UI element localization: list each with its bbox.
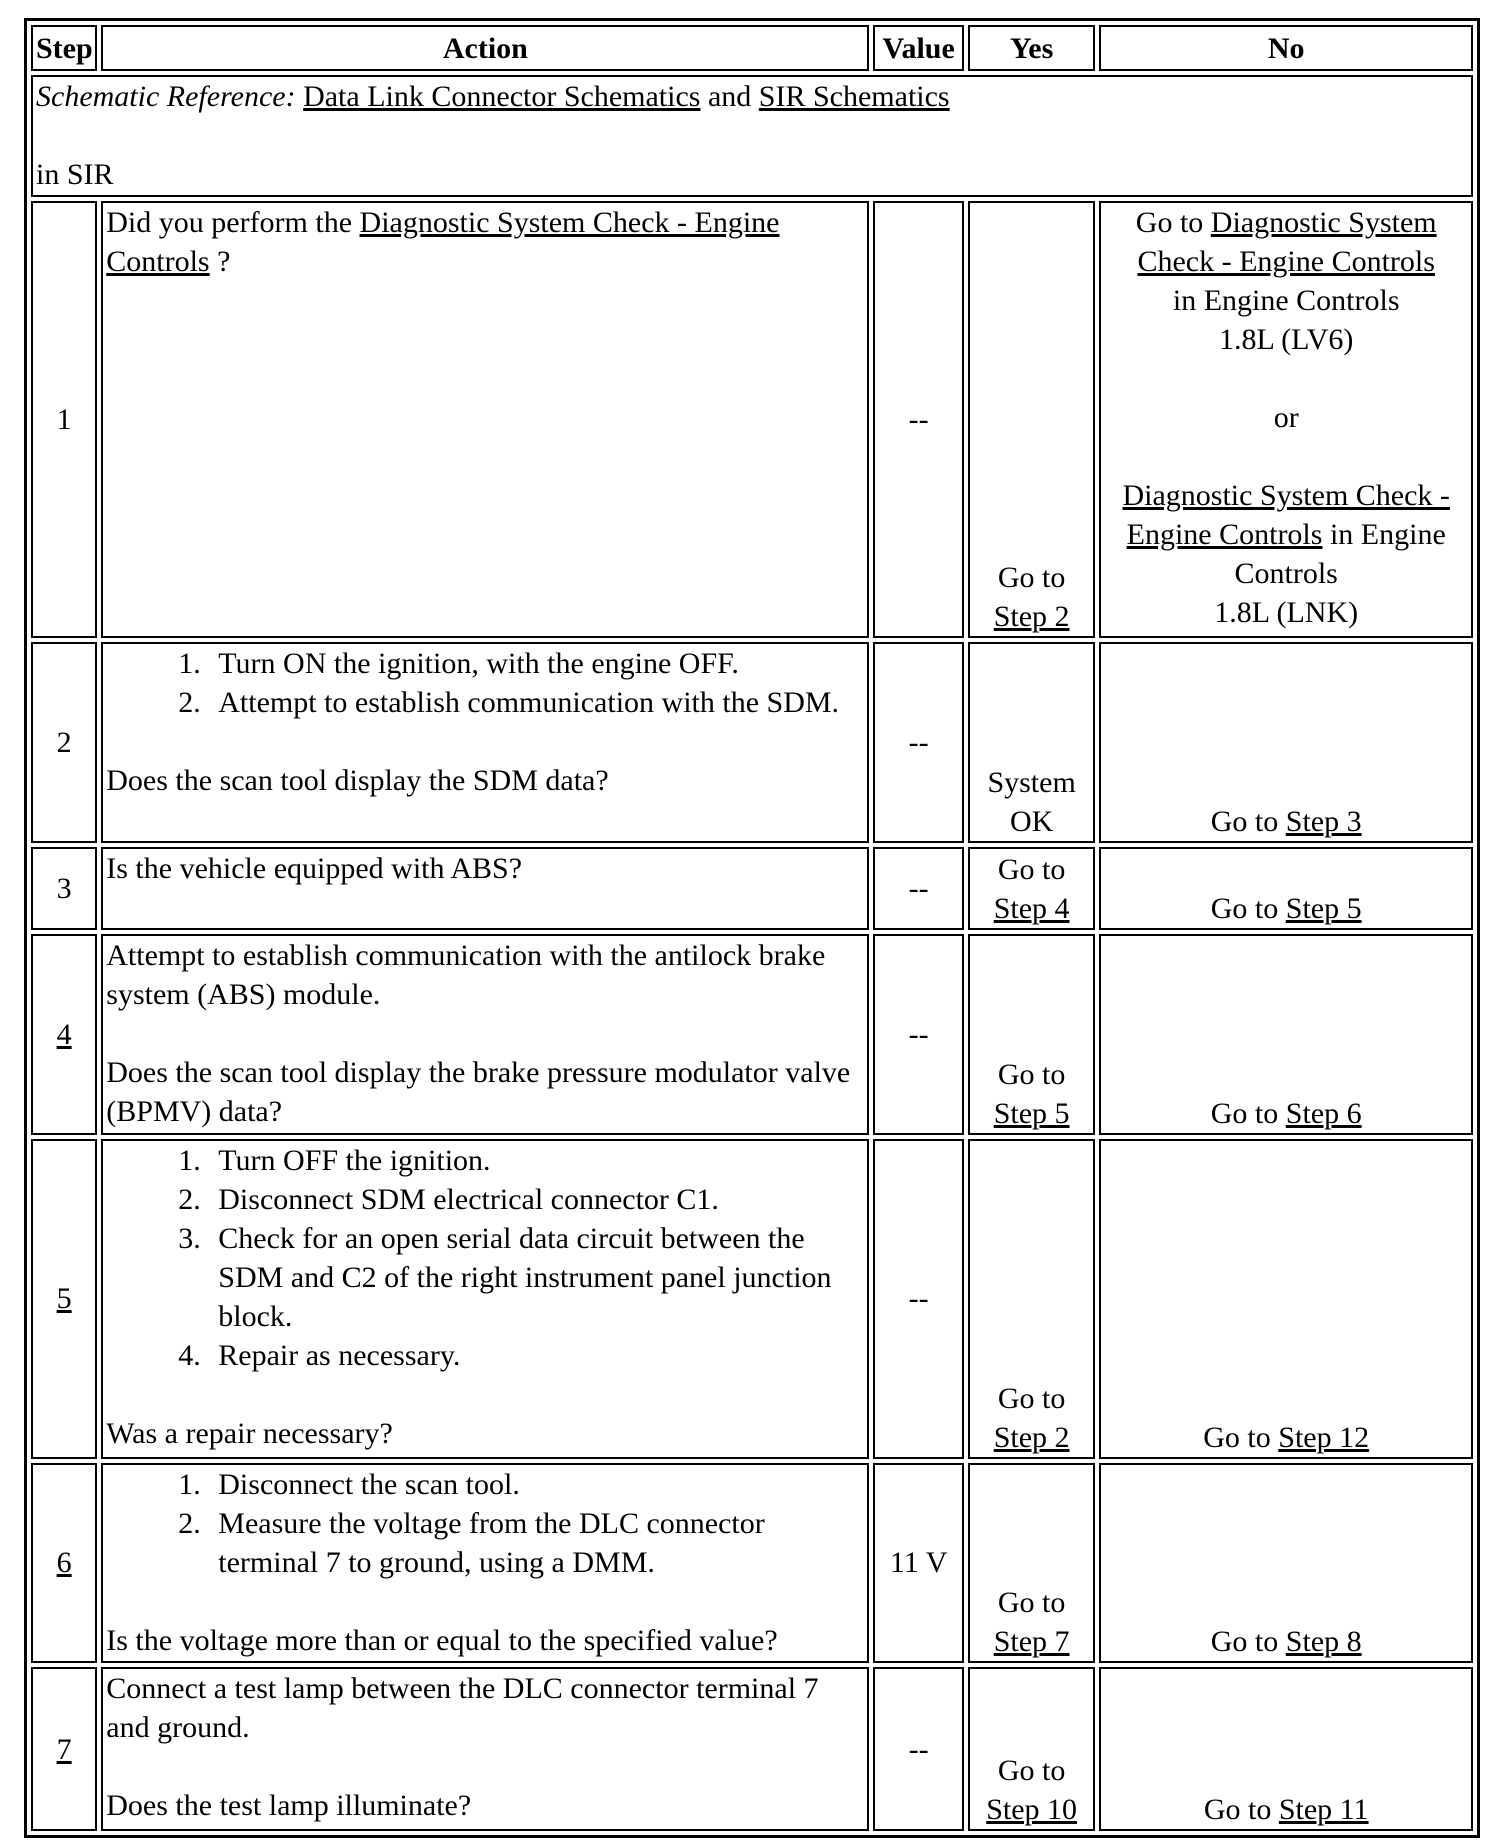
- link-diagnostic-system-check-lv6[interactable]: Diagnostic System Check - Engine Controls: [1137, 205, 1437, 278]
- action-steps-list: [106, 1141, 864, 1375]
- value-cell: --: [873, 642, 963, 843]
- action-text-end: ?: [209, 244, 231, 278]
- list-item: 4. Repair as necessary.: [208, 1336, 864, 1375]
- yes-cell: [968, 1463, 1096, 1664]
- no-cell: [1099, 1463, 1473, 1664]
- no-text: Go to: [1210, 892, 1286, 926]
- list-item: 2. Measure the voltage from the DLC connector terminal 7 to ground, using a DMM.: [208, 1504, 864, 1582]
- yes-cell: [968, 201, 1096, 639]
- action-steps-list: [106, 1465, 864, 1582]
- value-cell: --: [873, 1667, 963, 1831]
- value-cell: --: [873, 1139, 963, 1458]
- link-step-5[interactable]: Step 5: [993, 1097, 1070, 1131]
- table-row-step-2: [31, 642, 1473, 843]
- list-item: 2. Disconnect SDM electrical connector C1.: [208, 1180, 864, 1219]
- action-question: Does the scan tool display the SDM data?: [106, 764, 609, 798]
- list-item: 3. Check for an open serial data circuit between the SDM and C2 of the right instrument panel junction block.: [208, 1219, 864, 1336]
- no-text-engine-controls: in Engine Controls: [1172, 283, 1400, 317]
- link-step-2[interactable]: Step 2: [993, 600, 1070, 634]
- no-cell: [1099, 934, 1473, 1135]
- no-cell: [1099, 201, 1473, 639]
- yes-cell: [968, 847, 1096, 930]
- list-item: 1. Turn OFF the ignition.: [208, 1141, 864, 1180]
- action-question: Is the vehicle equipped with ABS?: [106, 852, 523, 886]
- yes-text: Go to: [997, 561, 1066, 595]
- step-number: 1: [31, 201, 97, 639]
- no-text-or: or: [1273, 400, 1299, 434]
- no-text-lnk: 1.8L (LNK): [1214, 595, 1359, 629]
- no-text: Go to: [1210, 1625, 1286, 1659]
- value-cell: 11 V: [873, 1463, 963, 1664]
- action-cell: [101, 642, 869, 843]
- link-diagnostic-system-check[interactable]: Diagnostic System Check - Engine Controls: [106, 205, 780, 278]
- value-cell: --: [873, 201, 963, 639]
- action-steps-list: [106, 644, 864, 722]
- yes-text: Go to: [997, 1586, 1066, 1620]
- yes-text: Go to: [997, 853, 1066, 887]
- link-step-10[interactable]: Step 10: [986, 1793, 1078, 1826]
- header-value: Value: [873, 25, 963, 71]
- step-link-4[interactable]: 4: [56, 1018, 72, 1052]
- action-cell: [101, 1463, 869, 1664]
- link-step-4[interactable]: Step 4: [993, 892, 1070, 926]
- action-question: Does the scan tool display the brake pressure modulator valve (BPMV) data?: [106, 1056, 851, 1129]
- value-cell: --: [873, 847, 963, 930]
- reference-label: Schematic Reference:: [36, 80, 296, 114]
- step-link-6[interactable]: 6: [56, 1546, 72, 1580]
- schematic-reference: [31, 75, 1473, 196]
- link-step-2[interactable]: Step 2: [993, 1420, 1070, 1454]
- step-link-7[interactable]: 7: [56, 1732, 72, 1766]
- table-row-step-5: [31, 1139, 1473, 1458]
- action-cell: [101, 934, 869, 1135]
- no-cell: [1099, 1139, 1473, 1458]
- link-step-7[interactable]: Step 7: [993, 1625, 1070, 1659]
- yes-text: Go to: [997, 1381, 1066, 1415]
- action-text: Connect a test lamp between the DLC connector terminal 7 and ground.: [106, 1672, 819, 1745]
- no-text: Go to: [1210, 805, 1286, 839]
- header-step: Step: [31, 25, 97, 71]
- list-item: 1. Disconnect the scan tool.: [208, 1465, 864, 1504]
- no-cell: [1099, 847, 1473, 930]
- table-row-step-4: [31, 934, 1473, 1135]
- link-dlc-schematics[interactable]: Data Link Connector Schematics: [303, 80, 701, 114]
- diagnostic-table: [24, 18, 1480, 1838]
- step-number: [31, 1667, 97, 1831]
- yes-cell: [968, 1139, 1096, 1458]
- step-link-5[interactable]: 5: [56, 1282, 72, 1316]
- action-text: Attempt to establish communication with the antilock brake system (ABS) module.: [106, 939, 826, 1012]
- header-no: No: [1099, 25, 1473, 71]
- reference-and: and: [707, 80, 752, 114]
- action-cell: [101, 201, 869, 639]
- step-number: [31, 1463, 97, 1664]
- yes-cell: [968, 934, 1096, 1135]
- table-row-step-6: [31, 1463, 1473, 1664]
- action-cell: [101, 1667, 869, 1831]
- link-step-8[interactable]: Step 8: [1285, 1625, 1362, 1659]
- link-step-12[interactable]: Step 12: [1278, 1420, 1370, 1454]
- step-number: [31, 934, 97, 1135]
- list-item: 2. Attempt to establish communication with the SDM.: [208, 683, 864, 722]
- header-yes: Yes: [968, 25, 1096, 71]
- action-cell: [101, 847, 869, 930]
- table-row-step-1: [31, 201, 1473, 639]
- action-cell: [101, 1139, 869, 1458]
- no-text: Go to: [1210, 1097, 1286, 1131]
- value-cell: --: [873, 934, 963, 1135]
- no-text-lv6: 1.8L (LV6): [1218, 322, 1354, 356]
- step-number: 2: [31, 642, 97, 843]
- no-text: Go to: [1203, 1793, 1279, 1826]
- link-step-11[interactable]: Step 11: [1278, 1793, 1369, 1826]
- link-sir-schematics[interactable]: SIR Schematics: [758, 80, 950, 114]
- no-cell: [1099, 642, 1473, 843]
- schematic-reference-row: [31, 75, 1473, 196]
- list-item: 1. Turn ON the ignition, with the engine OFF.: [208, 644, 864, 683]
- no-text: Go to: [1203, 1420, 1279, 1454]
- yes-cell: System OK: [968, 642, 1096, 843]
- yes-text: Go to: [997, 1058, 1066, 1092]
- reference-line2: in SIR: [36, 158, 114, 192]
- link-step-5[interactable]: Step 5: [1285, 892, 1362, 926]
- table-row-step-7: [31, 1667, 1473, 1831]
- action-question: Is the voltage more than or equal to the specified value?: [106, 1623, 778, 1657]
- step-number: [31, 1139, 97, 1458]
- link-step-3[interactable]: Step 3: [1285, 805, 1362, 839]
- header-row: [31, 25, 1473, 71]
- yes-text: Go to: [997, 1754, 1066, 1787]
- link-step-6[interactable]: Step 6: [1285, 1097, 1362, 1131]
- action-text: Did you perform the: [106, 205, 360, 239]
- action-question: Does the test lamp illuminate?: [106, 1789, 472, 1823]
- link-diagnostic-system-check-lnk[interactable]: Diagnostic System Check - Engine Controls: [1122, 478, 1450, 551]
- table-row-step-3: [31, 847, 1473, 930]
- yes-cell: [968, 1667, 1096, 1831]
- header-action: Action: [101, 25, 869, 71]
- no-cell: [1099, 1667, 1473, 1831]
- no-text-engine-controls-2: in Engine Controls: [1234, 517, 1446, 590]
- step-number: 3: [31, 847, 97, 930]
- no-text: Go to: [1135, 205, 1211, 239]
- action-question: Was a repair necessary?: [106, 1417, 393, 1451]
